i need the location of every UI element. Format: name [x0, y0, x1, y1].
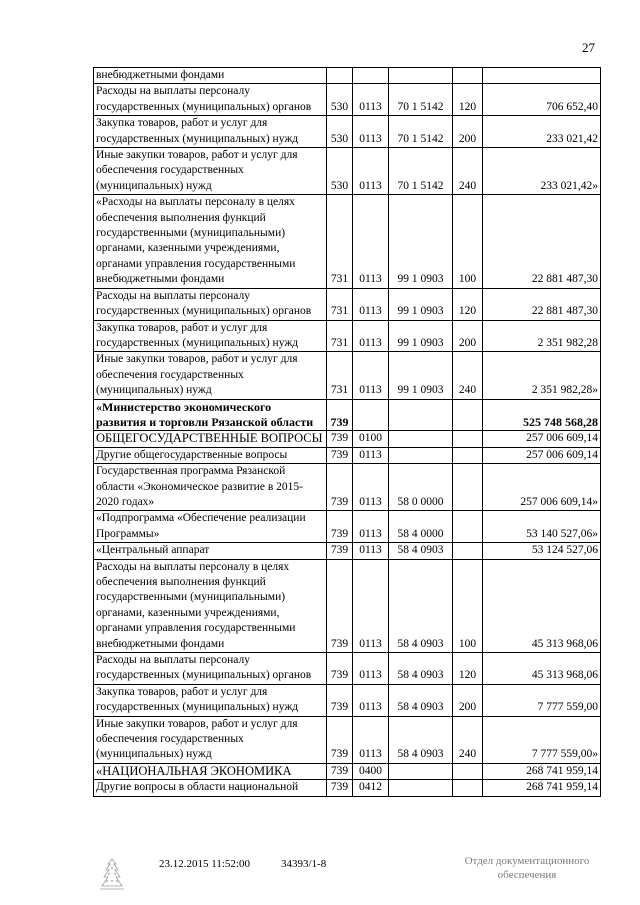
target-article-code	[389, 763, 453, 779]
page-number: 27	[582, 40, 595, 55]
row-name: Расходы на выплаты персоналу в целях обеспечения выполнения функций государственными (муниципальными) органами, казенными учреждениями, органами управления государственными внебюджетными фондами	[94, 559, 327, 652]
row-name: «Министерство экономического развития и торговли Рязанской области	[94, 399, 327, 431]
section-code: 0113	[353, 116, 389, 148]
footer-doc-number: 34393/1-8	[281, 858, 327, 870]
footer-department-line: обеспечения	[497, 869, 557, 881]
row-name: «Подпрограмма «Обеспечение реализации Программы»	[94, 511, 327, 543]
table-row	[94, 763, 601, 779]
table-row	[94, 288, 601, 320]
amount: 257 006 609,14»	[483, 464, 601, 511]
target-article-code: 99 1 0903	[389, 195, 453, 288]
table-row	[94, 148, 601, 195]
row-name: Другие вопросы в области национальной	[94, 780, 327, 796]
expense-type-code	[453, 543, 483, 559]
ved-code: 739	[327, 684, 353, 716]
section-code: 0400	[353, 763, 389, 779]
section-code: 0113	[353, 288, 389, 320]
amount: 2 351 982,28»	[483, 352, 601, 399]
amount: 268 741 959,14	[483, 780, 601, 796]
ved-code: 739	[327, 399, 353, 431]
page-footer	[0, 852, 640, 902]
table-row	[94, 684, 601, 716]
footer-datetime: 23.12.2015 11:52:00	[159, 858, 250, 870]
amount: 7 777 559,00	[483, 684, 601, 716]
table-row	[94, 195, 601, 288]
target-article-code: 58 4 0903	[389, 543, 453, 559]
row-name: Иные закупки товаров, работ и услуг для обеспечения государственных (муниципальных) нужд	[94, 716, 327, 763]
row-name: Расходы на выплаты персоналу государственных (муниципальных) органов	[94, 288, 327, 320]
ved-code: 530	[327, 116, 353, 148]
expense-type-code	[453, 447, 483, 463]
row-name: Закупка товаров, работ и услуг для государственных (муниципальных) нужд	[94, 116, 327, 148]
expense-type-code	[453, 68, 483, 84]
target-article-code: 99 1 0903	[389, 320, 453, 352]
expense-type-code	[453, 511, 483, 543]
target-article-code: 58 4 0903	[389, 684, 453, 716]
section-code: 0113	[353, 543, 389, 559]
expense-type-code	[453, 399, 483, 431]
table-row	[94, 780, 601, 796]
table-row	[94, 653, 601, 685]
row-name: Государственная программа Рязанской области «Экономическое развитие в 2015-2020 годах»	[94, 464, 327, 511]
amount: 525 748 568,28	[483, 399, 601, 431]
ved-code: 739	[327, 763, 353, 779]
section-code: 0113	[353, 716, 389, 763]
ved-code: 731	[327, 288, 353, 320]
expense-type-code: 100	[453, 559, 483, 652]
ved-code	[327, 68, 353, 84]
amount	[483, 68, 601, 84]
ved-code: 739	[327, 559, 353, 652]
row-name: внебюджетными фондами	[94, 68, 327, 84]
amount: 45 313 968,06	[483, 653, 601, 685]
ved-code: 530	[327, 84, 353, 116]
row-name: «Расходы на выплаты персоналу в целях обеспечения выполнения функций государственными (муниципальными) органами, казенными учреждениями, органами управления государственными внебюджетными фондами	[94, 195, 327, 288]
table-row	[94, 399, 601, 431]
target-article-code	[389, 780, 453, 796]
target-article-code: 58 0 0000	[389, 464, 453, 511]
ved-code: 739	[327, 447, 353, 463]
amount: 22 881 487,30	[483, 288, 601, 320]
row-name: Иные закупки товаров, работ и услуг для обеспечения государственных (муниципальных) нужд	[94, 148, 327, 195]
row-name: Иные закупки товаров, работ и услуг для обеспечения государственных (муниципальных) нужд	[94, 352, 327, 399]
expense-type-code: 120	[453, 288, 483, 320]
section-code: 0113	[353, 653, 389, 685]
amount: 233 021,42	[483, 116, 601, 148]
amount: 233 021,42»	[483, 148, 601, 195]
amount: 2 351 982,28	[483, 320, 601, 352]
amount: 22 881 487,30	[483, 195, 601, 288]
ved-code: 739	[327, 716, 353, 763]
expense-type-code	[453, 780, 483, 796]
amount: 706 652,40	[483, 84, 601, 116]
ved-code: 731	[327, 195, 353, 288]
target-article-code: 58 4 0903	[389, 716, 453, 763]
row-name: «Центральный аппарат	[94, 543, 327, 559]
expense-type-code: 240	[453, 716, 483, 763]
target-article-code	[389, 447, 453, 463]
target-article-code: 70 1 5142	[389, 148, 453, 195]
amount: 45 313 968,06	[483, 559, 601, 652]
table-row	[94, 543, 601, 559]
row-name: Другие общегосударственные вопросы	[94, 447, 327, 463]
table-row	[94, 447, 601, 463]
expense-type-code: 240	[453, 148, 483, 195]
target-article-code: 70 1 5142	[389, 116, 453, 148]
amount: 257 006 609,14	[483, 447, 601, 463]
expense-type-code: 200	[453, 684, 483, 716]
target-article-code: 70 1 5142	[389, 84, 453, 116]
ved-code: 739	[327, 464, 353, 511]
table-row	[94, 511, 601, 543]
amount: 268 741 959,14	[483, 763, 601, 779]
expense-type-code: 120	[453, 653, 483, 685]
amount: 53 124 527,06	[483, 543, 601, 559]
table-row	[94, 84, 601, 116]
ved-code: 731	[327, 320, 353, 352]
section-code: 0113	[353, 447, 389, 463]
expense-type-code	[453, 431, 483, 447]
ved-code: 739	[327, 511, 353, 543]
target-article-code	[389, 68, 453, 84]
ved-code: 739	[327, 780, 353, 796]
section-code: 0100	[353, 431, 389, 447]
table-row	[94, 68, 601, 84]
row-name: Расходы на выплаты персоналу государственных (муниципальных) органов	[94, 653, 327, 685]
table-row	[94, 716, 601, 763]
section-code: 0113	[353, 464, 389, 511]
target-article-code: 99 1 0903	[389, 352, 453, 399]
table-row	[94, 464, 601, 511]
row-name: Закупка товаров, работ и услуг для государственных (муниципальных) нужд	[94, 320, 327, 352]
amount: 257 006 609,14	[483, 431, 601, 447]
table-row	[94, 559, 601, 652]
expense-type-code	[453, 464, 483, 511]
row-name: Закупка товаров, работ и услуг для государственных (муниципальных) нужд	[94, 684, 327, 716]
amount: 53 140 527,06»	[483, 511, 601, 543]
row-name: ОБЩЕГОСУДАРСТВЕННЫЕ ВОПРОСЫ	[94, 431, 327, 447]
expense-type-code: 200	[453, 320, 483, 352]
budget-table	[93, 67, 601, 797]
section-code: 0113	[353, 352, 389, 399]
section-code: 0113	[353, 511, 389, 543]
target-article-code: 58 4 0000	[389, 511, 453, 543]
table-body	[94, 68, 601, 797]
target-article-code: 99 1 0903	[389, 288, 453, 320]
coat-of-arms-icon	[94, 856, 130, 892]
section-code: 0113	[353, 148, 389, 195]
target-article-code: 58 4 0903	[389, 559, 453, 652]
target-article-code	[389, 399, 453, 431]
ved-code: 731	[327, 352, 353, 399]
section-code: 0113	[353, 84, 389, 116]
section-code	[353, 68, 389, 84]
ved-code: 739	[327, 543, 353, 559]
expense-type-code: 240	[453, 352, 483, 399]
section-code	[353, 399, 389, 431]
ved-code: 739	[327, 653, 353, 685]
table-row	[94, 320, 601, 352]
table-row	[94, 116, 601, 148]
section-code: 0113	[353, 684, 389, 716]
expense-type-code	[453, 763, 483, 779]
ved-code: 739	[327, 431, 353, 447]
expense-type-code: 120	[453, 84, 483, 116]
amount: 7 777 559,00»	[483, 716, 601, 763]
footer-department-line: Отдел документационного	[464, 855, 590, 867]
table-row	[94, 352, 601, 399]
ved-code: 530	[327, 148, 353, 195]
expense-type-code: 200	[453, 116, 483, 148]
target-article-code	[389, 431, 453, 447]
section-code: 0113	[353, 195, 389, 288]
expense-type-code: 100	[453, 195, 483, 288]
section-code: 0113	[353, 320, 389, 352]
section-code: 0412	[353, 780, 389, 796]
section-code: 0113	[353, 559, 389, 652]
footer-department	[452, 854, 602, 882]
row-name: «НАЦИОНАЛЬНАЯ ЭКОНОМИКА	[94, 763, 327, 779]
table-row	[94, 431, 601, 447]
target-article-code: 58 4 0903	[389, 653, 453, 685]
row-name: Расходы на выплаты персоналу государственных (муниципальных) органов	[94, 84, 327, 116]
